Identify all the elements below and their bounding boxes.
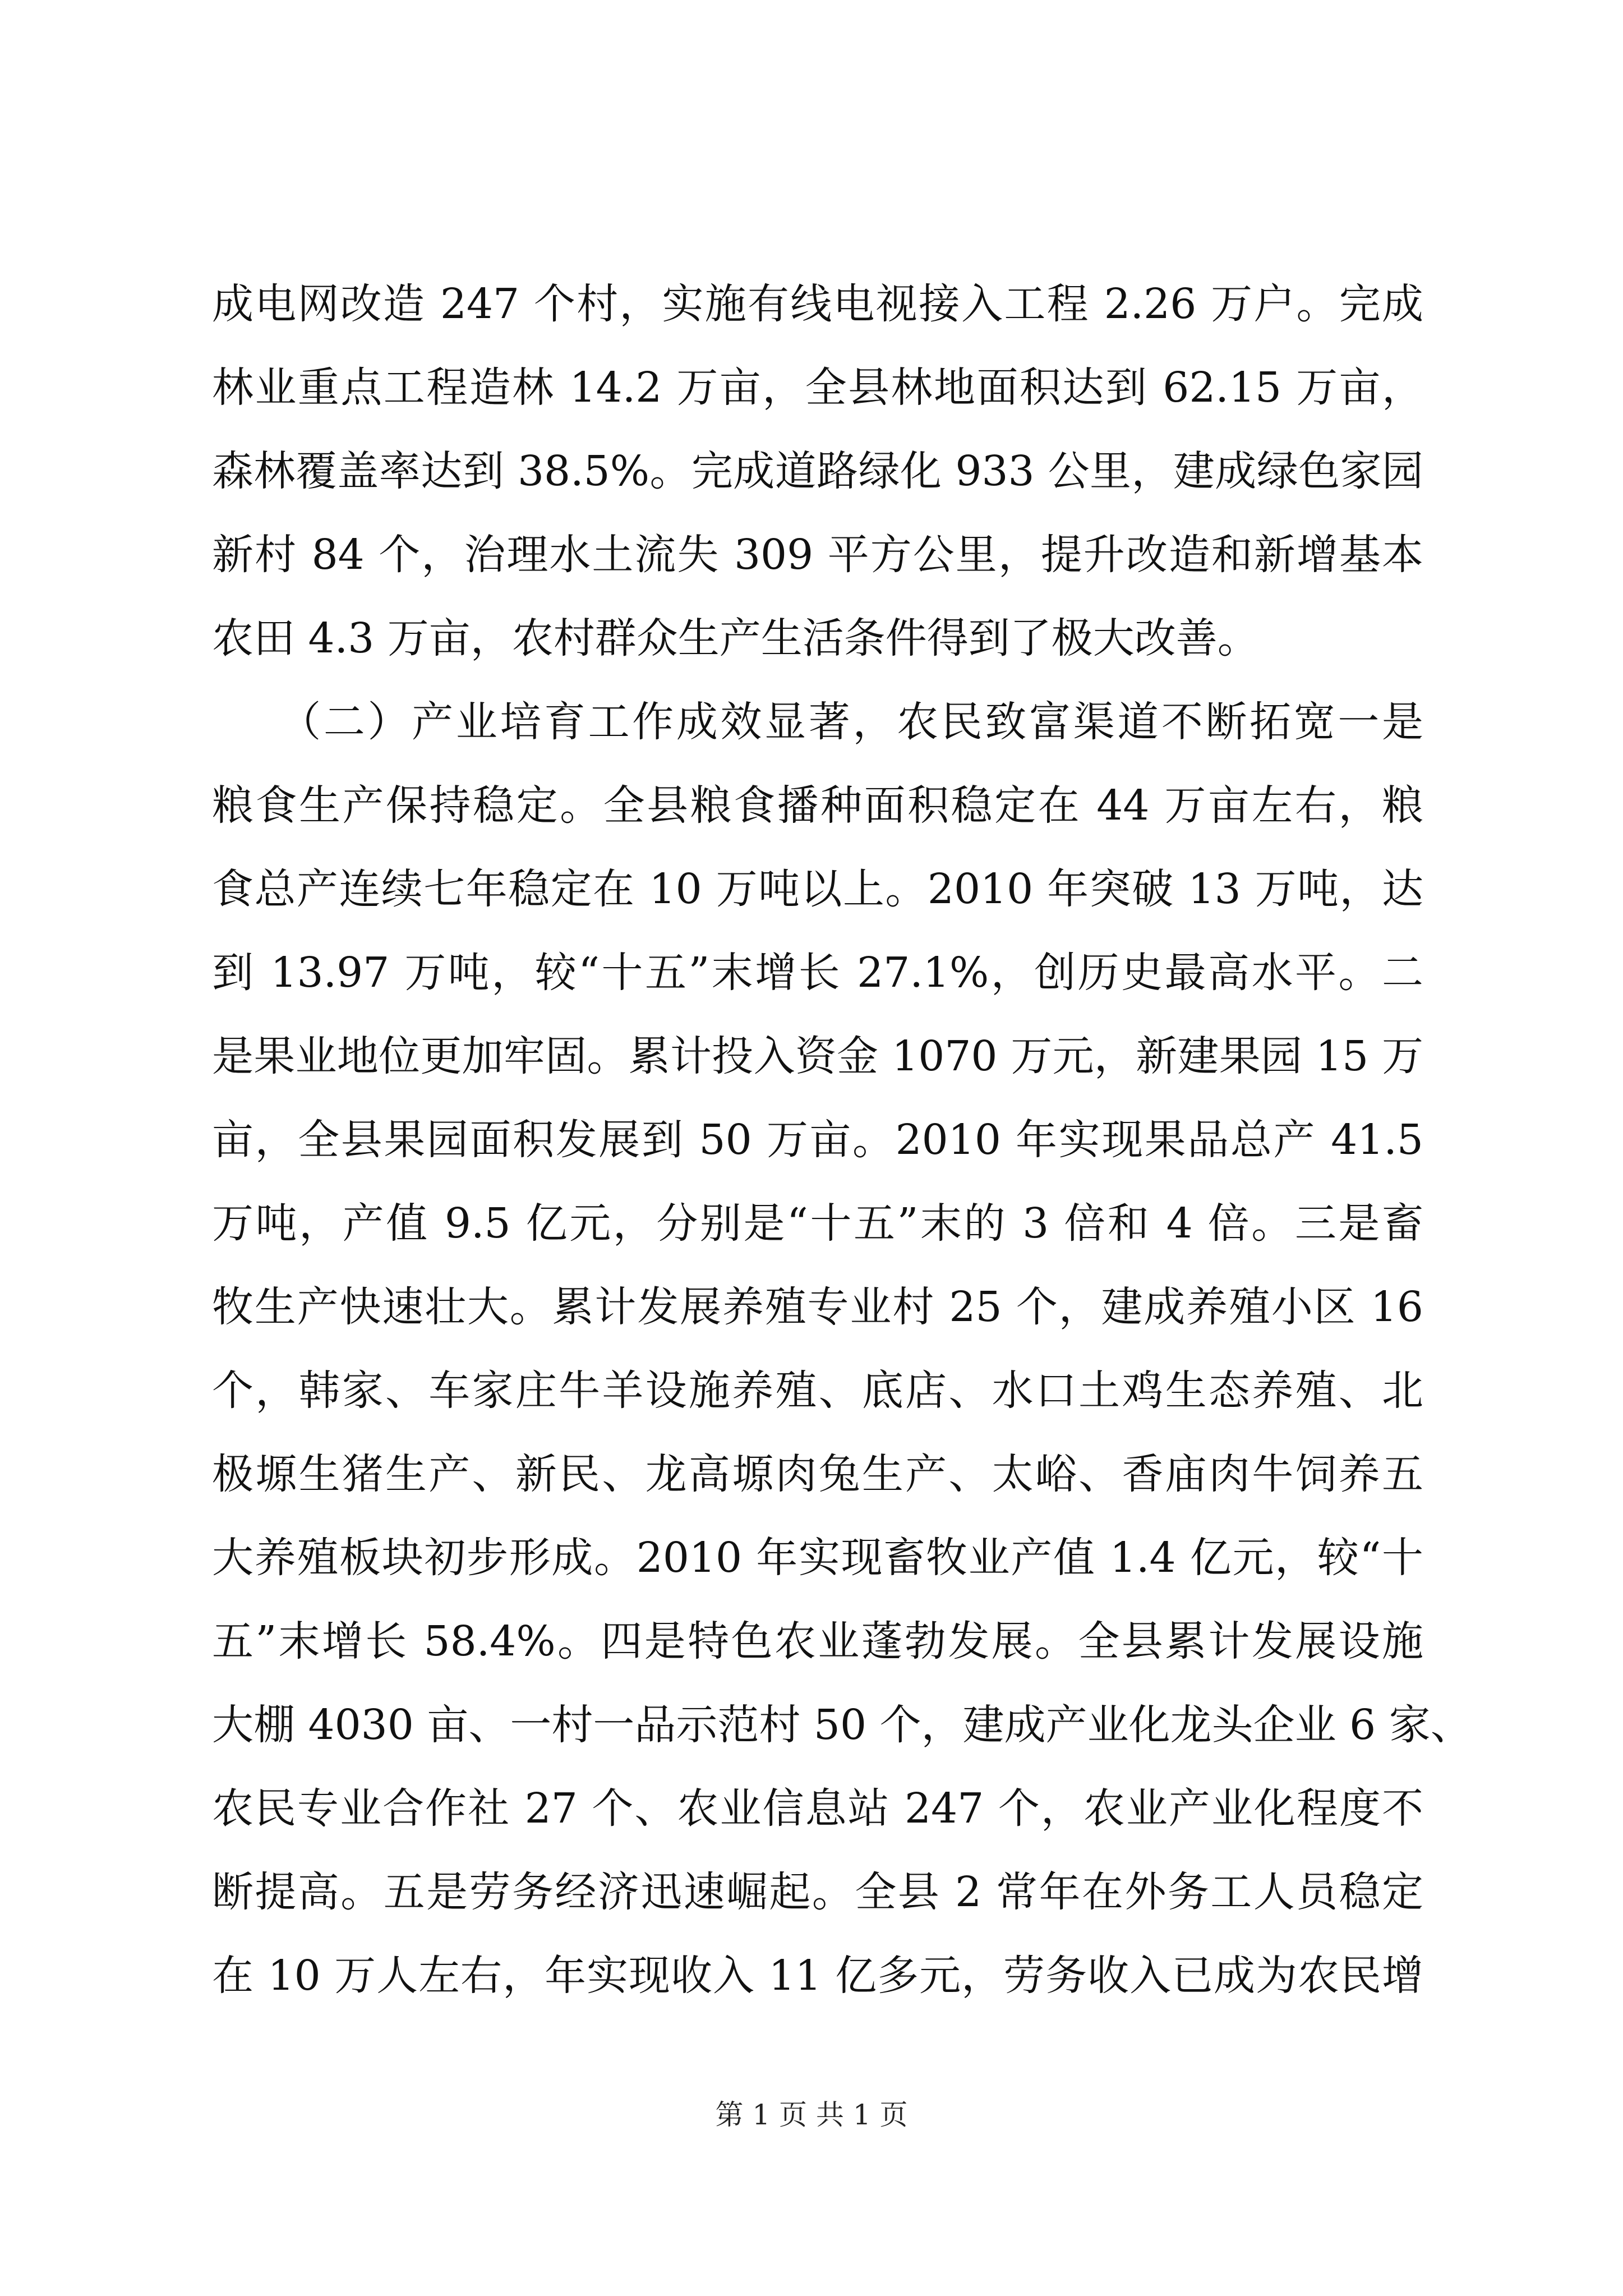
text-line: （二）产业培育工作成效显著，农民致富渠道不断拓宽一是 bbox=[212, 698, 1423, 746]
text-line: 森林覆盖率达到 38.5%。完成道路绿化 933 公里，建成绿色家园 bbox=[212, 447, 1423, 495]
text-line: 断提高。五是劳务经济迅速崛起。全县 2 常年在外务工人员稳定 bbox=[212, 1868, 1423, 1916]
text-line: 粮食生产保持稳定。全县粮食播种面积稳定在 44 万亩左右，粮 bbox=[212, 781, 1423, 830]
text-line: 农民专业合作社 27 个、农业信息站 247 个，农业产业化程度不 bbox=[212, 1784, 1423, 1833]
text-line: 成电网改造 247 个村，实施有线电视接入工程 2.26 万户。完成 bbox=[212, 280, 1423, 328]
text-line: 牧生产快速壮大。累计发展养殖专业村 25 个，建成养殖小区 16 bbox=[212, 1283, 1423, 1331]
text-line: 五”末增长 58.4%。四是特色农业蓬勃发展。全县累计发展设施 bbox=[212, 1617, 1423, 1665]
text-line: 到 13.97 万吨，较“十五”末增长 27.1%，创历史最高水平。二 bbox=[212, 949, 1423, 997]
body-text bbox=[212, 263, 1472, 2018]
text-line: 万吨，产值 9.5 亿元，分别是“十五”末的 3 倍和 4 倍。三是畜 bbox=[212, 1199, 1423, 1248]
text-line: 新村 84 个，治理水土流失 309 平方公里，提升改造和新增基本 bbox=[212, 531, 1423, 579]
text-line: 大棚 4030 亩、一村一品示范村 50 个，建成产业化龙头企业 6 家、 bbox=[212, 1701, 1472, 1749]
text-line: 食总产连续七年稳定在 10 万吨以上。2010 年突破 13 万吨，达 bbox=[212, 865, 1423, 913]
text-line: 是果业地位更加牢固。累计投入资金 1070 万元，新建果园 15 万 bbox=[212, 1032, 1423, 1080]
text-line: 大养殖板块初步形成。2010 年实现畜牧业产值 1.4 亿元，较“十 bbox=[212, 1534, 1423, 1582]
text-line: 在 10 万人左右，年实现收入 11 亿多元，劳务收入已成为农民增 bbox=[212, 1952, 1423, 2000]
text-line: 亩，全县果园面积发展到 50 万亩。2010 年实现果品总产 41.5 bbox=[212, 1116, 1423, 1164]
text-line: 林业重点工程造林 14.2 万亩，全县林地面积达到 62.15 万亩， bbox=[212, 364, 1423, 412]
text-line: 农田 4.3 万亩，农村群众生产生活条件得到了极大改善。 bbox=[212, 614, 1259, 662]
page-footer: 第 1 页 共 1 页 bbox=[715, 2099, 908, 2131]
text-line: 极塬生猪生产、新民、龙高塬肉兔生产、太峪、香庙肉牛饲养五 bbox=[212, 1450, 1423, 1498]
text-line: 个，韩家、车家庄牛羊设施养殖、底店、水口土鸡生态养殖、北 bbox=[212, 1366, 1423, 1415]
